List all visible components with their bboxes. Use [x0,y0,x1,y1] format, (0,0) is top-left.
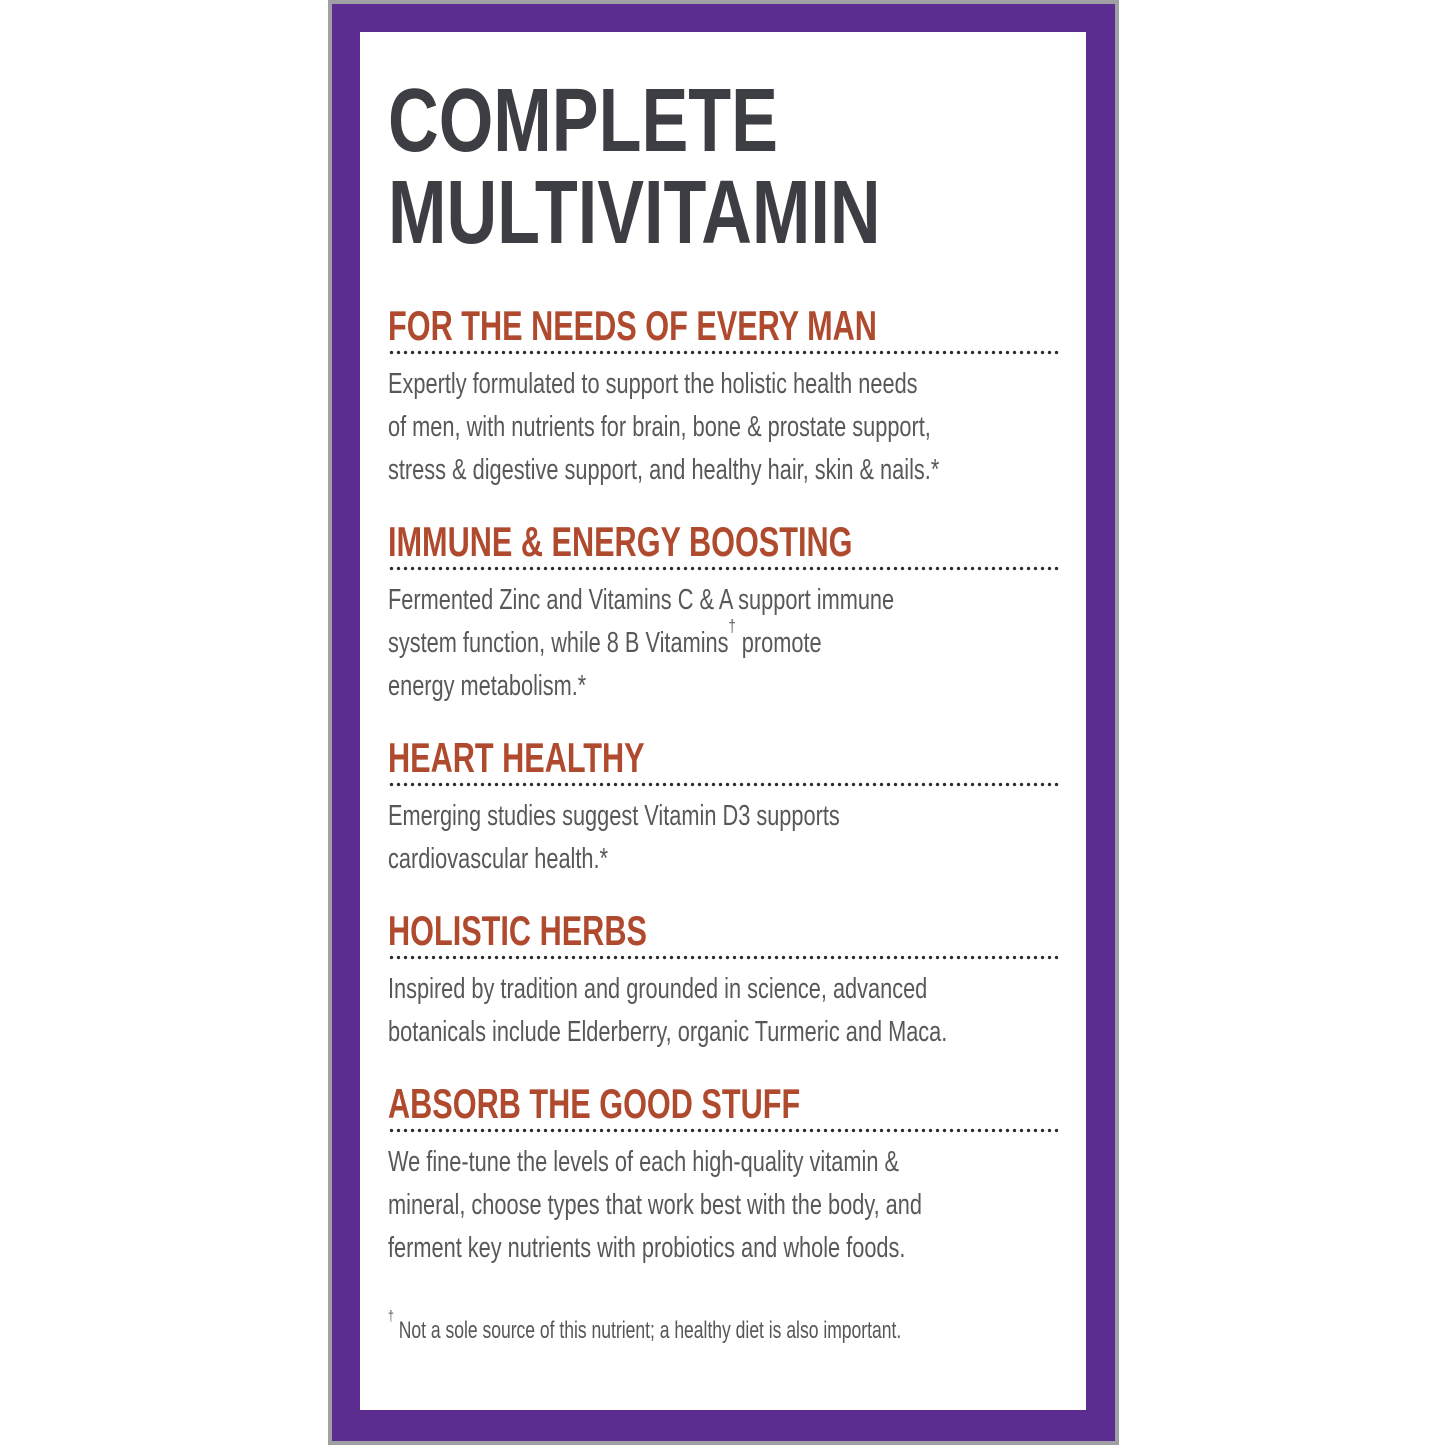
section-body: Expertly formulated to support the holistic health needs of men, with nutrients for brain, bone & prostate support, stress & digestive support, and healthy hair, skin & nails.* [388,368,940,486]
section-heading: HOLISTIC HERBS [388,907,647,954]
product-title: COMPLETE MULTIVITAMIN [388,71,881,263]
product-label-panel [328,0,1119,1445]
label-inner-panel [360,32,1086,1410]
dotted-divider [388,566,1060,571]
section-heading: HEART HEALTHY [388,734,645,781]
label-content [360,32,1086,1410]
dotted-divider [388,350,1060,355]
section-body: Inspired by tradition and grounded in science, advanced botanicals include Elderberry, organic Turmeric and Maca. [388,973,948,1048]
section-heading: FOR THE NEEDS OF EVERY MAN [388,302,877,349]
section-immune-energy [388,520,1060,708]
dagger-footnote: † Not a sole source of this nutrient; a healthy diet is also important. [388,1309,902,1344]
dotted-divider [388,782,1060,787]
dotted-divider [388,955,1060,960]
section-body: Emerging studies suggest Vitamin D3 supports cardiovascular health.* [388,800,840,875]
section-heart-healthy [388,736,1060,881]
section-heading: ABSORB THE GOOD STUFF [388,1080,801,1127]
section-holistic-herbs [388,909,1060,1054]
section-body: We fine-tune the levels of each high-quality vitamin & mineral, choose types that work best with the body, and ferment key nutrients with probiotics and whole foods. [388,1146,922,1264]
dotted-divider [388,1128,1060,1133]
section-absorb-good-stuff [388,1082,1060,1270]
section-heading: IMMUNE & ENERGY BOOSTING [388,518,853,565]
section-for-the-needs [388,304,1060,492]
section-body: Fermented Zinc and Vitamins C & A support immune system function, while 8 B Vitamins† promote energy metabolism.* [388,584,895,702]
